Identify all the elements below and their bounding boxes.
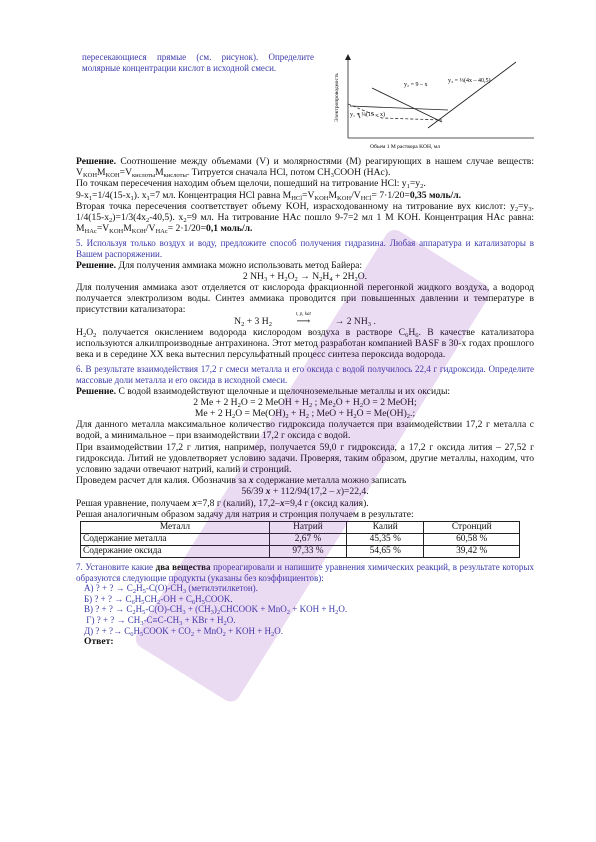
solution-5-intro: Решение. Для получения аммиака можно использовать метод Байера: bbox=[76, 259, 363, 271]
equation-6b: Me + 2 $H_2O = Me(OH)_2 + H_2$ ; MeO + $H_2O = Me(OH)_2$.; bbox=[194, 408, 416, 421]
graph-eq2: y₃ = ⅓(4x – 40,5) bbox=[448, 78, 491, 84]
table-row bbox=[81, 534, 520, 546]
titration-graph bbox=[330, 52, 536, 152]
results-table bbox=[80, 521, 520, 558]
solution-6-para3: Проведем расчет для калия. Обозначив за x содержание металла можно записать bbox=[76, 475, 407, 487]
option-v: В) ? + ? → $C_2H_5-C(O)-CH_3$ + $(CH_3)_2CHCOOK + MnO_2$ + KOH + $H_2O$. bbox=[84, 604, 348, 617]
table-cell: 2,67 % bbox=[269, 534, 346, 546]
table-header: Натрий bbox=[269, 522, 346, 534]
question-7-options bbox=[76, 583, 534, 636]
graph-xlabel: Объем 1 М раствора KOH, мл bbox=[370, 144, 440, 150]
graph-ylabel: Электропроводность bbox=[334, 73, 340, 122]
question-7: 7. Установите какие два вещества прореагировали и напишите уравнения химических реакций, в результате которых образуются следующие продукты (указаны без коэффициентов): bbox=[76, 562, 534, 583]
table-cell: 39,42 % bbox=[424, 546, 520, 558]
graph-eq1: y₂ = 9 – x bbox=[404, 82, 428, 88]
top-section bbox=[76, 52, 534, 156]
graph-eq3: y₁ = ¼(15 – x) bbox=[350, 112, 385, 118]
question-tail: пересекающиеся прямые (см. рисунок). Определите молярные концентрации кислот в исходной смеси. bbox=[82, 52, 314, 73]
solution-6-para1: Для данного металла максимальное количество гидроксида получается при взаимодействии 17,2 г металла с водой, а минимальное – при взаимодействии 17,2 г оксида с водой. bbox=[76, 419, 534, 442]
table-cell: Содержание металла bbox=[81, 534, 270, 546]
page bbox=[76, 52, 534, 647]
solution-1-para2: По точкам пересечения находим объем щелочи, пошедший на титрование HCl: $y_1=y_2$. bbox=[76, 178, 426, 191]
table-header: Металл bbox=[81, 522, 270, 534]
option-d: Д) ? + ?→ $C_6H_5COOK + CO_2 + MnO_2$ + KOH + $H_2O$. bbox=[84, 625, 284, 638]
table-row bbox=[81, 546, 520, 558]
solution-1-para3: $9-x_1=1/4(15-x_1)$. $x_1=7$ мл. Концентрация HCl равна $M_{HCl}=V_{KOH}M_{KOH}/V_{HCl}= 7\cdot 1/20=0,35$ моль/л. bbox=[76, 189, 461, 202]
question-5: 5. Используя только воздух и воду, предложите способ получения гидразина. Любая аппаратура и катализаторы в Вашем распоряжении. bbox=[76, 238, 534, 260]
option-a: А) ? + ? → $C_2H_5-C(O)-CH_3$ (метилэтилкетон). bbox=[84, 583, 258, 596]
table-header: Стронций bbox=[424, 522, 520, 534]
answer-label: Ответ: bbox=[84, 636, 114, 648]
solution-6-para4: Решая уравнение, получаем x=7,8 г (калий), 17,2–x=9,4 г (оксид калия). bbox=[76, 497, 369, 509]
table-header-row bbox=[81, 522, 520, 534]
equation-6c: 56/39 x + 112/94(17,2 – x)=22,4. bbox=[241, 486, 369, 498]
table-header: Калий bbox=[347, 522, 424, 534]
table-cell: 97,33 % bbox=[269, 546, 346, 558]
solution-6-para2: При взаимодействии 17,2 г лития, например, получается 59,0 г гидроксида, а 17,2 г оксида лития – 27,52 г гидроксида. Литий не удовлетворяет условию задачи. Проверяя, таким образом, другие металлы, находим, что условию задачи отвечают натрий, калий и стронций. bbox=[76, 441, 534, 476]
equation-bayer: 2 $NH_3 + H_2O_2 \to N_2H_4 + 2H_2O$. bbox=[242, 270, 368, 283]
question-6: 6. В результате взаимодействия 17,2 г смеси металла и его оксида с водой получилось 22,4 г гидроксида. Определите массовые доли металла и его оксида в исходной смеси. bbox=[76, 364, 534, 386]
solution-1-para1: Решение. Соотношение между объемами (V) и молярностями (M) реагирующих в нашем случае веществ: $V_{KOH}M_{KOH}=V_{кислоты}M_{кислоты}$. Титруется сначала HCl, потом $CH_3COOH$ (HAc). bbox=[76, 156, 534, 180]
solution-6-para5: Решая аналогичным образом задачу для натрия и стронция получаем в результате: bbox=[76, 508, 414, 520]
equation-6a: 2 Me + 2 $H_2O = 2$ MeOH + $H_2$ ; $Me_2O + H_2O = 2$ MeOH; bbox=[193, 396, 417, 409]
table-cell: 45,35 % bbox=[347, 534, 424, 546]
option-g: Г) ? + ? → $CH_3-C\equiv C-CH_3$ + KBr + $H_2O$. bbox=[84, 615, 236, 628]
table-cell: 54,65 % bbox=[347, 546, 424, 558]
solution-1-para4: Вторая точка пересечения соответствует объему KOH, израсходованному на титрование вух кислот: $y_2=y_3$. $1/4(15-x_2)=1/3(4x_2-40,5)$. $x_2=9$ мл. На титрование HAc пошло 9-7=2 мл 1 M KOH. Концентрация HAc равна: $M_{HAc}=V_{KOH}M_{KOH}/V_{HAc}= 2\cdot 1/20=0,1$ моль/л. bbox=[76, 200, 534, 236]
solution-5-para2: Для получения аммиака азот отделяется от кислорода фракционной перегонкой жидкого воздуха, а водород получается электролизом воды. Синтез аммиака проводится при повышенных давлении и температуре в присутствии катализатора: bbox=[76, 282, 534, 316]
table-cell: Содержание оксида bbox=[81, 546, 270, 558]
option-b: Б) ? + ? → $C_6H_5CH_2-OH$ + $C_6H_5COOK$. bbox=[84, 593, 233, 606]
solution-5-para3: $H_2O_2$ получается окислением водорода кислородом воздуха в растворе $C_6H_6$. В качестве катализатора используются алкилпроизводные антрахинона. Этот метод разработан компанией BASF в 30-х годах прошлого века и в середине XX века вытеснил персульфатный процесс синтеза пероксида водорода. bbox=[76, 326, 534, 361]
table-cell: 60,58 % bbox=[424, 534, 520, 546]
equation-ammonia: $N_2 + 3$ $H_2$ t, p, kat ⟶ → 2 $NH_3$ . bbox=[76, 316, 534, 327]
arrow-label: t, p, kat bbox=[295, 311, 311, 317]
solution-6-intro: Решение. С водой взаимодействуют щелочные и щелочноземельные металлы и их оксиды: bbox=[76, 385, 451, 397]
